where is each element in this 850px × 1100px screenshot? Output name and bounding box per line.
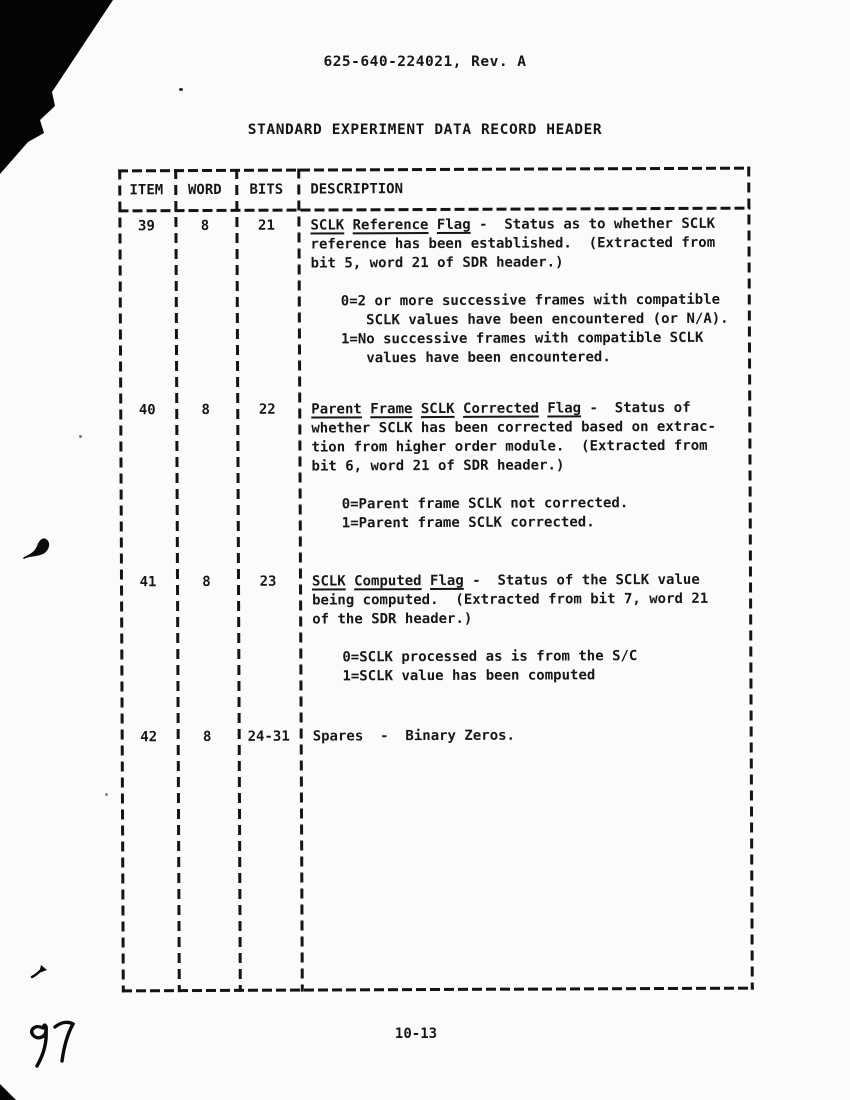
- description-cell: [298, 399, 752, 534]
- underlined-term-word: Parent: [311, 401, 362, 418]
- underlined-term-word: SCLK: [420, 400, 455, 418]
- table-bottom-border: [122, 987, 754, 993]
- scan-corner-wedge: [0, 1084, 16, 1100]
- underlined-term-word: SCLK: [311, 573, 346, 590]
- header-cell-item: ITEM: [129, 182, 164, 199]
- table-row: [118, 215, 751, 370]
- table-row: [120, 571, 752, 688]
- word-cell: 8: [200, 217, 210, 235]
- underlined-term-word: Corrected: [462, 400, 539, 417]
- options-block: [342, 494, 746, 534]
- underlined-term-word: Flag: [547, 400, 582, 417]
- description-line: bit 6, word 21 of SDR header.): [311, 457, 565, 475]
- table-header-separator: [118, 207, 750, 213]
- bits-cell: 21: [257, 217, 275, 234]
- bits-cell: 22: [258, 401, 276, 418]
- page-title: STANDARD EXPERIMENT DATA RECORD HEADER: [247, 122, 603, 138]
- bits-cell: 24-31: [247, 728, 290, 745]
- page-number: 10-13: [394, 1026, 438, 1042]
- underlined-term-word: Reference: [352, 217, 429, 234]
- description-line: [310, 215, 744, 236]
- item-cell: 41: [139, 574, 157, 591]
- underlined-term-word: Flag: [436, 216, 471, 233]
- description-text: - Status as to whether SCLK: [470, 215, 716, 233]
- underlined-term-word: Flag: [430, 572, 464, 590]
- underlined-term-word: Frame: [370, 401, 413, 418]
- item-cell: 42: [140, 729, 158, 746]
- description-line: bit 5, word 21 of SDR header.): [310, 254, 564, 272]
- table-row: [121, 726, 753, 748]
- options-block: [341, 291, 745, 369]
- description-line: reference has been established. (Extracted from: [310, 234, 716, 253]
- description-cell: [300, 726, 753, 747]
- item-cell: 40: [138, 402, 156, 419]
- description-line: of the SDR header.): [312, 610, 473, 628]
- option-line: values have been encountered.: [340, 349, 611, 367]
- option-line: 0=SCLK processed as is from the S/C: [342, 648, 638, 666]
- option-line: 1=No successive frames with compatible SCLK: [340, 329, 704, 348]
- ink-dot: [179, 88, 183, 91]
- ink-dot: [79, 435, 82, 438]
- ink-dot: [105, 793, 108, 796]
- data-table: [118, 167, 754, 993]
- option-line: 0=Parent frame SCLK not corrected.: [341, 495, 629, 513]
- option-line: 1=Parent frame SCLK corrected.: [341, 514, 595, 532]
- item-cell: 39: [137, 218, 155, 235]
- handwritten-page-number: [26, 1016, 78, 1072]
- description-cell: [299, 571, 752, 687]
- ink-mark-flick: [30, 963, 50, 983]
- scan-corner-artifact: [0, 0, 130, 180]
- description-line: [312, 571, 746, 592]
- description-line: [311, 399, 745, 420]
- header-cell-description: DESCRIPTION: [310, 181, 404, 198]
- description-cell: [297, 215, 751, 369]
- description-line: whether SCLK has been corrected based on extrac-: [311, 418, 716, 437]
- option-line: 0=2 or more successive frames with compatible: [340, 291, 721, 310]
- table-top-border: [118, 167, 750, 173]
- doc-number: 625-640-224021, Rev. A: [323, 54, 527, 70]
- word-cell: 8: [202, 573, 211, 591]
- table-row: [119, 399, 752, 535]
- description-text: - Status of: [581, 399, 691, 417]
- header-cell-word: WORD: [187, 181, 222, 199]
- description-line: tion from higher order module. (Extracted from: [311, 437, 708, 456]
- description-line: being computed. (Extracted from bit 7, word 21: [312, 590, 709, 609]
- ink-mark-comma: [22, 536, 54, 566]
- word-cell: 8: [202, 728, 212, 746]
- header-cell-bits: BITS: [249, 181, 284, 198]
- option-line: SCLK values have been encountered (or N/A).: [340, 310, 729, 329]
- underlined-term-word: SCLK: [310, 217, 345, 234]
- description-text: - Status of the SCLK value: [463, 571, 700, 589]
- options-block: [342, 647, 746, 687]
- description-line: Spares - Binary Zeros.: [312, 727, 516, 745]
- option-line: 1=SCLK value has been computed: [342, 667, 596, 685]
- word-cell: 8: [201, 401, 211, 419]
- underlined-term-word: Computed: [354, 573, 422, 590]
- table-header-row: [118, 179, 750, 201]
- bits-cell: 23: [259, 573, 277, 590]
